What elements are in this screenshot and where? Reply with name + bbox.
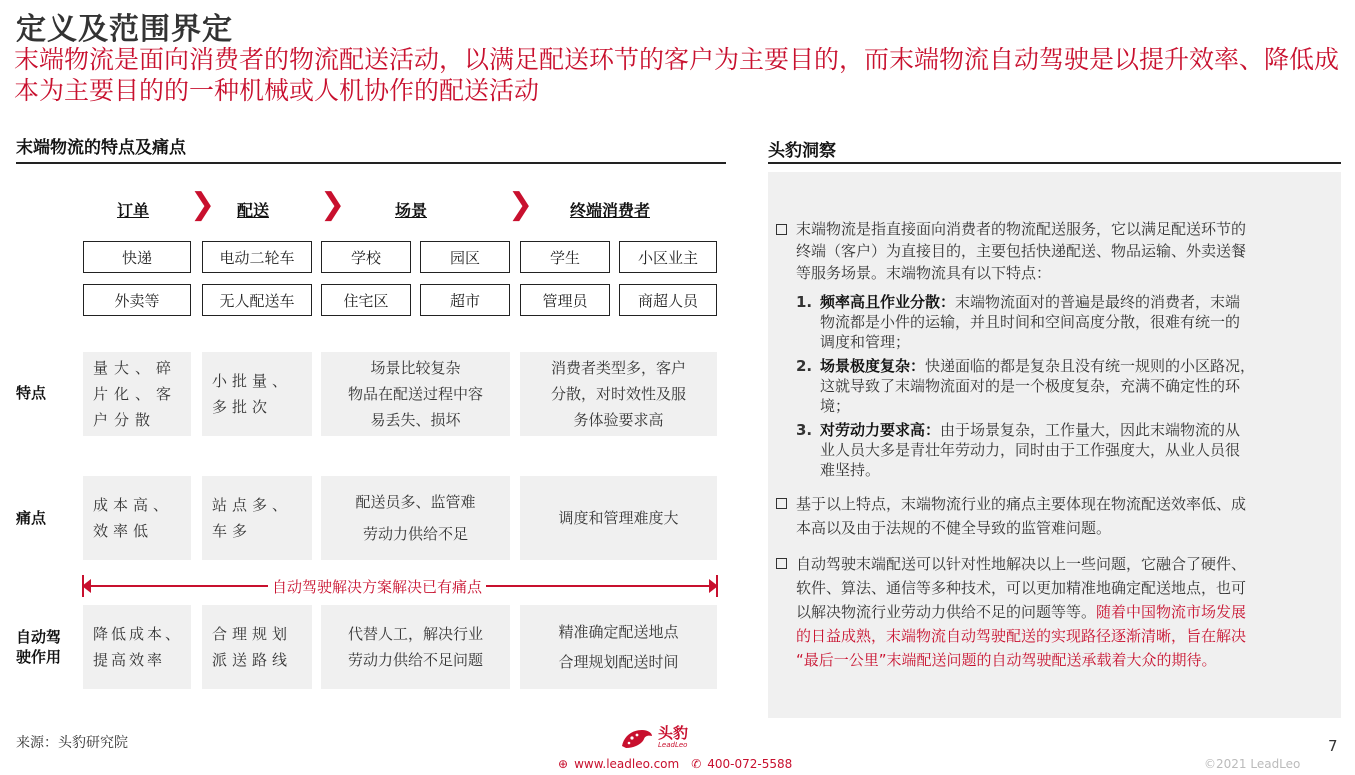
row-label-pain: 痛点 [16,509,47,527]
category-box: 电动二轮车 [202,241,312,273]
pain-cell: 站点多、 车多 [202,476,312,560]
globe-icon: ⊕ [558,757,569,771]
page-number: 7 [1328,737,1338,755]
flow-step-order: 订单 [116,201,149,220]
chevron-right-icon: ❯ [320,187,346,222]
feature-cell: 消费者类型多，客户 分散，对时效性及服 务体验要求高 [520,352,717,436]
category-box: 商超人员 [619,284,717,316]
flow-step-scene: 场景 [394,201,427,220]
phone-number: 400-072-5588 [707,757,793,771]
flow-step-delivery: 配送 [236,201,269,220]
solution-arrow-label: 自动驾驶解决方案解决已有痛点 [268,576,486,597]
chevron-right-icon: ❯ [508,187,534,222]
arrow-left-icon [82,579,91,593]
category-box: 住宅区 [321,284,411,316]
category-box: 学校 [321,241,411,273]
chevron-right-icon: ❯ [190,187,216,222]
pain-cell: 成本高、 效率低 [83,476,191,560]
insight-numbered-item-3: 3. 对劳动力要求高：由于场景复杂，工作量大，因此末端物流的从 业人员大多是青壮年劳动力，同时由于工作强度大，从业人员很 难坚持。 [796,421,1241,479]
checkbox-square-icon [776,224,787,235]
row-label-features: 特点 [16,384,47,402]
left-section-heading: 末端物流的特点及痛点 [16,138,186,158]
leopard-logo-icon [618,724,654,750]
category-box: 超市 [420,284,510,316]
category-box: 小区业主 [619,241,717,273]
auto-cell: 合理规划 派送路线 [202,605,312,689]
pain-cell: 调度和管理难度大 [520,476,717,560]
feature-cell: 小批量、 多批次 [202,352,312,436]
feature-cell: 场景比较复杂 物品在配送过程中容 易丢失、损坏 [321,352,510,436]
insight-numbered-item-2: 2. 场景极度复杂：快递面临的都是复杂且没有统一规则的小区路况， 这就导致了末端物流面对的是一个极度复杂，充满不确定性的环 境； [796,357,1256,415]
category-box: 外卖等 [83,284,191,316]
phone-icon: ✆ [691,757,702,771]
left-section-divider [16,162,726,164]
insight-bullet-3: 自动驾驶末端配送可以针对性地解决以上一些问题，它融合了硬件、 软件、算法、通信等多种技术，可以更加精准地确定配送地点，也可 以解决物流行业劳动力供给不足的问题等等。随着中国物流市场发展 的日益成熟，末端物流自动驾驶配送的实现路径逐渐清晰，旨在解决 “最后一公里”末端配送问题的自动驾驶配送承载着大众的期待。 [776,552,1332,672]
checkbox-square-icon [776,498,787,509]
row-label-auto: 自动驾 驶作用 [16,628,62,666]
auto-cell: 降低成本、 提高效率 [83,605,191,689]
pain-cell: 配送员多、监管难 劳动力供给不足 [321,476,510,560]
feature-cell: 量大、碎 片化、客 户分散 [83,352,191,436]
flow-step-consumer: 终端消费者 [569,201,650,220]
contact-info [558,757,792,771]
auto-cell: 代替人工，解决行业 劳动力供给不足问题 [321,605,510,689]
insight-bullet-2: 基于以上特点，末端物流行业的痛点主要体现在物流配送效率低、成 本高以及由于法规的不健全导致的监管难问题。 [776,492,1332,540]
arrow-end-bar [716,575,718,597]
category-box: 学生 [520,241,610,273]
insight-bullet-1: 末端物流是指直接面向消费者的物流配送服务，它以满足配送环节的 终端（客户）为直接目的，主要包括快递配送、物品运输、外卖送餐 等服务场景。末端物流具有以下特点： [776,218,1332,284]
website-link[interactable]: www.leadleo.com [574,757,680,771]
category-box: 园区 [420,241,510,273]
copyright: ©2021 LeadLeo [1204,757,1301,771]
auto-cell: 精准确定配送地点 合理规划配送时间 [520,605,717,689]
category-box: 无人配送车 [202,284,312,316]
source-note: 来源：头豹研究院 [16,735,128,751]
category-box: 快递 [83,241,191,273]
leadleo-logo: 头豹 LeadLeo [618,724,688,750]
page-title: 定义及范围界定 [16,12,233,47]
checkbox-square-icon [776,558,787,569]
right-section-divider [768,162,1341,164]
insight-numbered-item-1: 1. 频率高且作业分散：末端物流面对的普遍是最终的消费者，末端 物流都是小件的运输，并且时间和空间高度分散，很难有统一的 调度和管理； [796,293,1241,351]
category-box: 管理员 [520,284,610,316]
page-subtitle: 末端物流是面向消费者的物流配送活动，以满足配送环节的客户为主要目的，而末端物流自动驾驶是以提升效率、降低成本为主要目的的一种机械或人机协作的配送活动 [14,45,1340,105]
right-section-heading: 头豹洞察 [768,141,836,161]
